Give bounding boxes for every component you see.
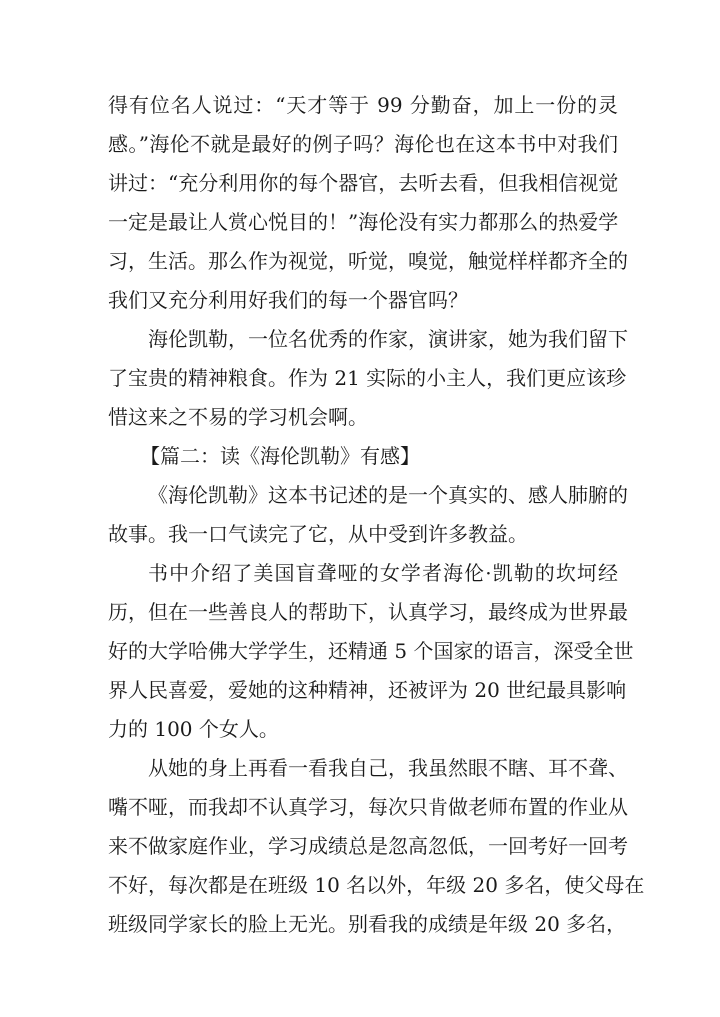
paragraph-1 (108, 86, 628, 320)
heading-line: 【篇二：读《海伦凯勒》有感】 (140, 444, 420, 468)
text-line: 惜这来之不易的学习机会啊。 (108, 405, 368, 429)
paragraph-4 (108, 554, 634, 749)
text-line: 班级同学家长的脸上无光。别看我的成绩是年级 20 多名， (108, 912, 627, 936)
text-line: 我们又充分利用好我们的每一个器官吗？ (108, 288, 468, 312)
section-heading (108, 437, 618, 476)
text-line: 从她的身上再看一看我自己，我虽然眼不瞎、耳不聋、 (148, 756, 628, 780)
body-text (108, 86, 645, 944)
text-line: 了宝贵的精神粮食。作为 21 实际的小主人，我们更应该珍 (108, 366, 627, 390)
text-line: 故事。我一口气读完了它，从中受到许多教益。 (108, 522, 528, 546)
text-line: 力的 100 个女人。 (108, 717, 279, 741)
paragraph-2 (108, 320, 628, 437)
text-line: 嘴不哑，而我却不认真学习，每次只肯做老师布置的作业从 (108, 795, 628, 819)
text-line: 不好，每次都是在班级 10 名以外，年级 20 多名，使父母在 (108, 873, 645, 897)
text-line: 感。”海伦不就是最好的例子吗？海伦也在这本书中对我们 (108, 132, 618, 156)
text-line: 来不做家庭作业，学习成绩总是忽高忽低，一回考好一回考 (108, 834, 628, 858)
text-line: 海伦凯勒，一位名优秀的作家，演讲家，她为我们留下 (148, 327, 628, 351)
text-line: 好的大学哈佛大学学生，还精通 5 个国家的语言，深受全世 (108, 639, 634, 663)
text-line: 《海伦凯勒》这本书记述的是一个真实的、感人肺腑的 (148, 483, 628, 507)
text-line: 习，生活。那么作为视觉，听觉，嗅觉，触觉样样都齐全的 (108, 249, 628, 273)
text-line: 界人民喜爱，爱她的这种精神，还被评为 20 世纪最具影响 (108, 678, 627, 702)
text-line: 讲过：“充分利用你的每个器官，去听去看，但我相信视觉 (108, 171, 619, 195)
text-line: 历，但在一些善良人的帮助下，认真学习，最终成为世界最 (108, 600, 628, 624)
paragraph-3 (108, 476, 628, 554)
text-line: 书中介绍了美国盲聋哑的女学者海伦·凯勒的坎坷经 (148, 561, 618, 585)
paragraph-5 (108, 749, 645, 944)
text-line: 一定是最让人赏心悦目的！”海伦没有实力都那么的热爱学 (108, 210, 619, 234)
text-line: 得有位名人说过：“天才等于 99 分勤奋，加上一份的灵 (108, 93, 618, 117)
